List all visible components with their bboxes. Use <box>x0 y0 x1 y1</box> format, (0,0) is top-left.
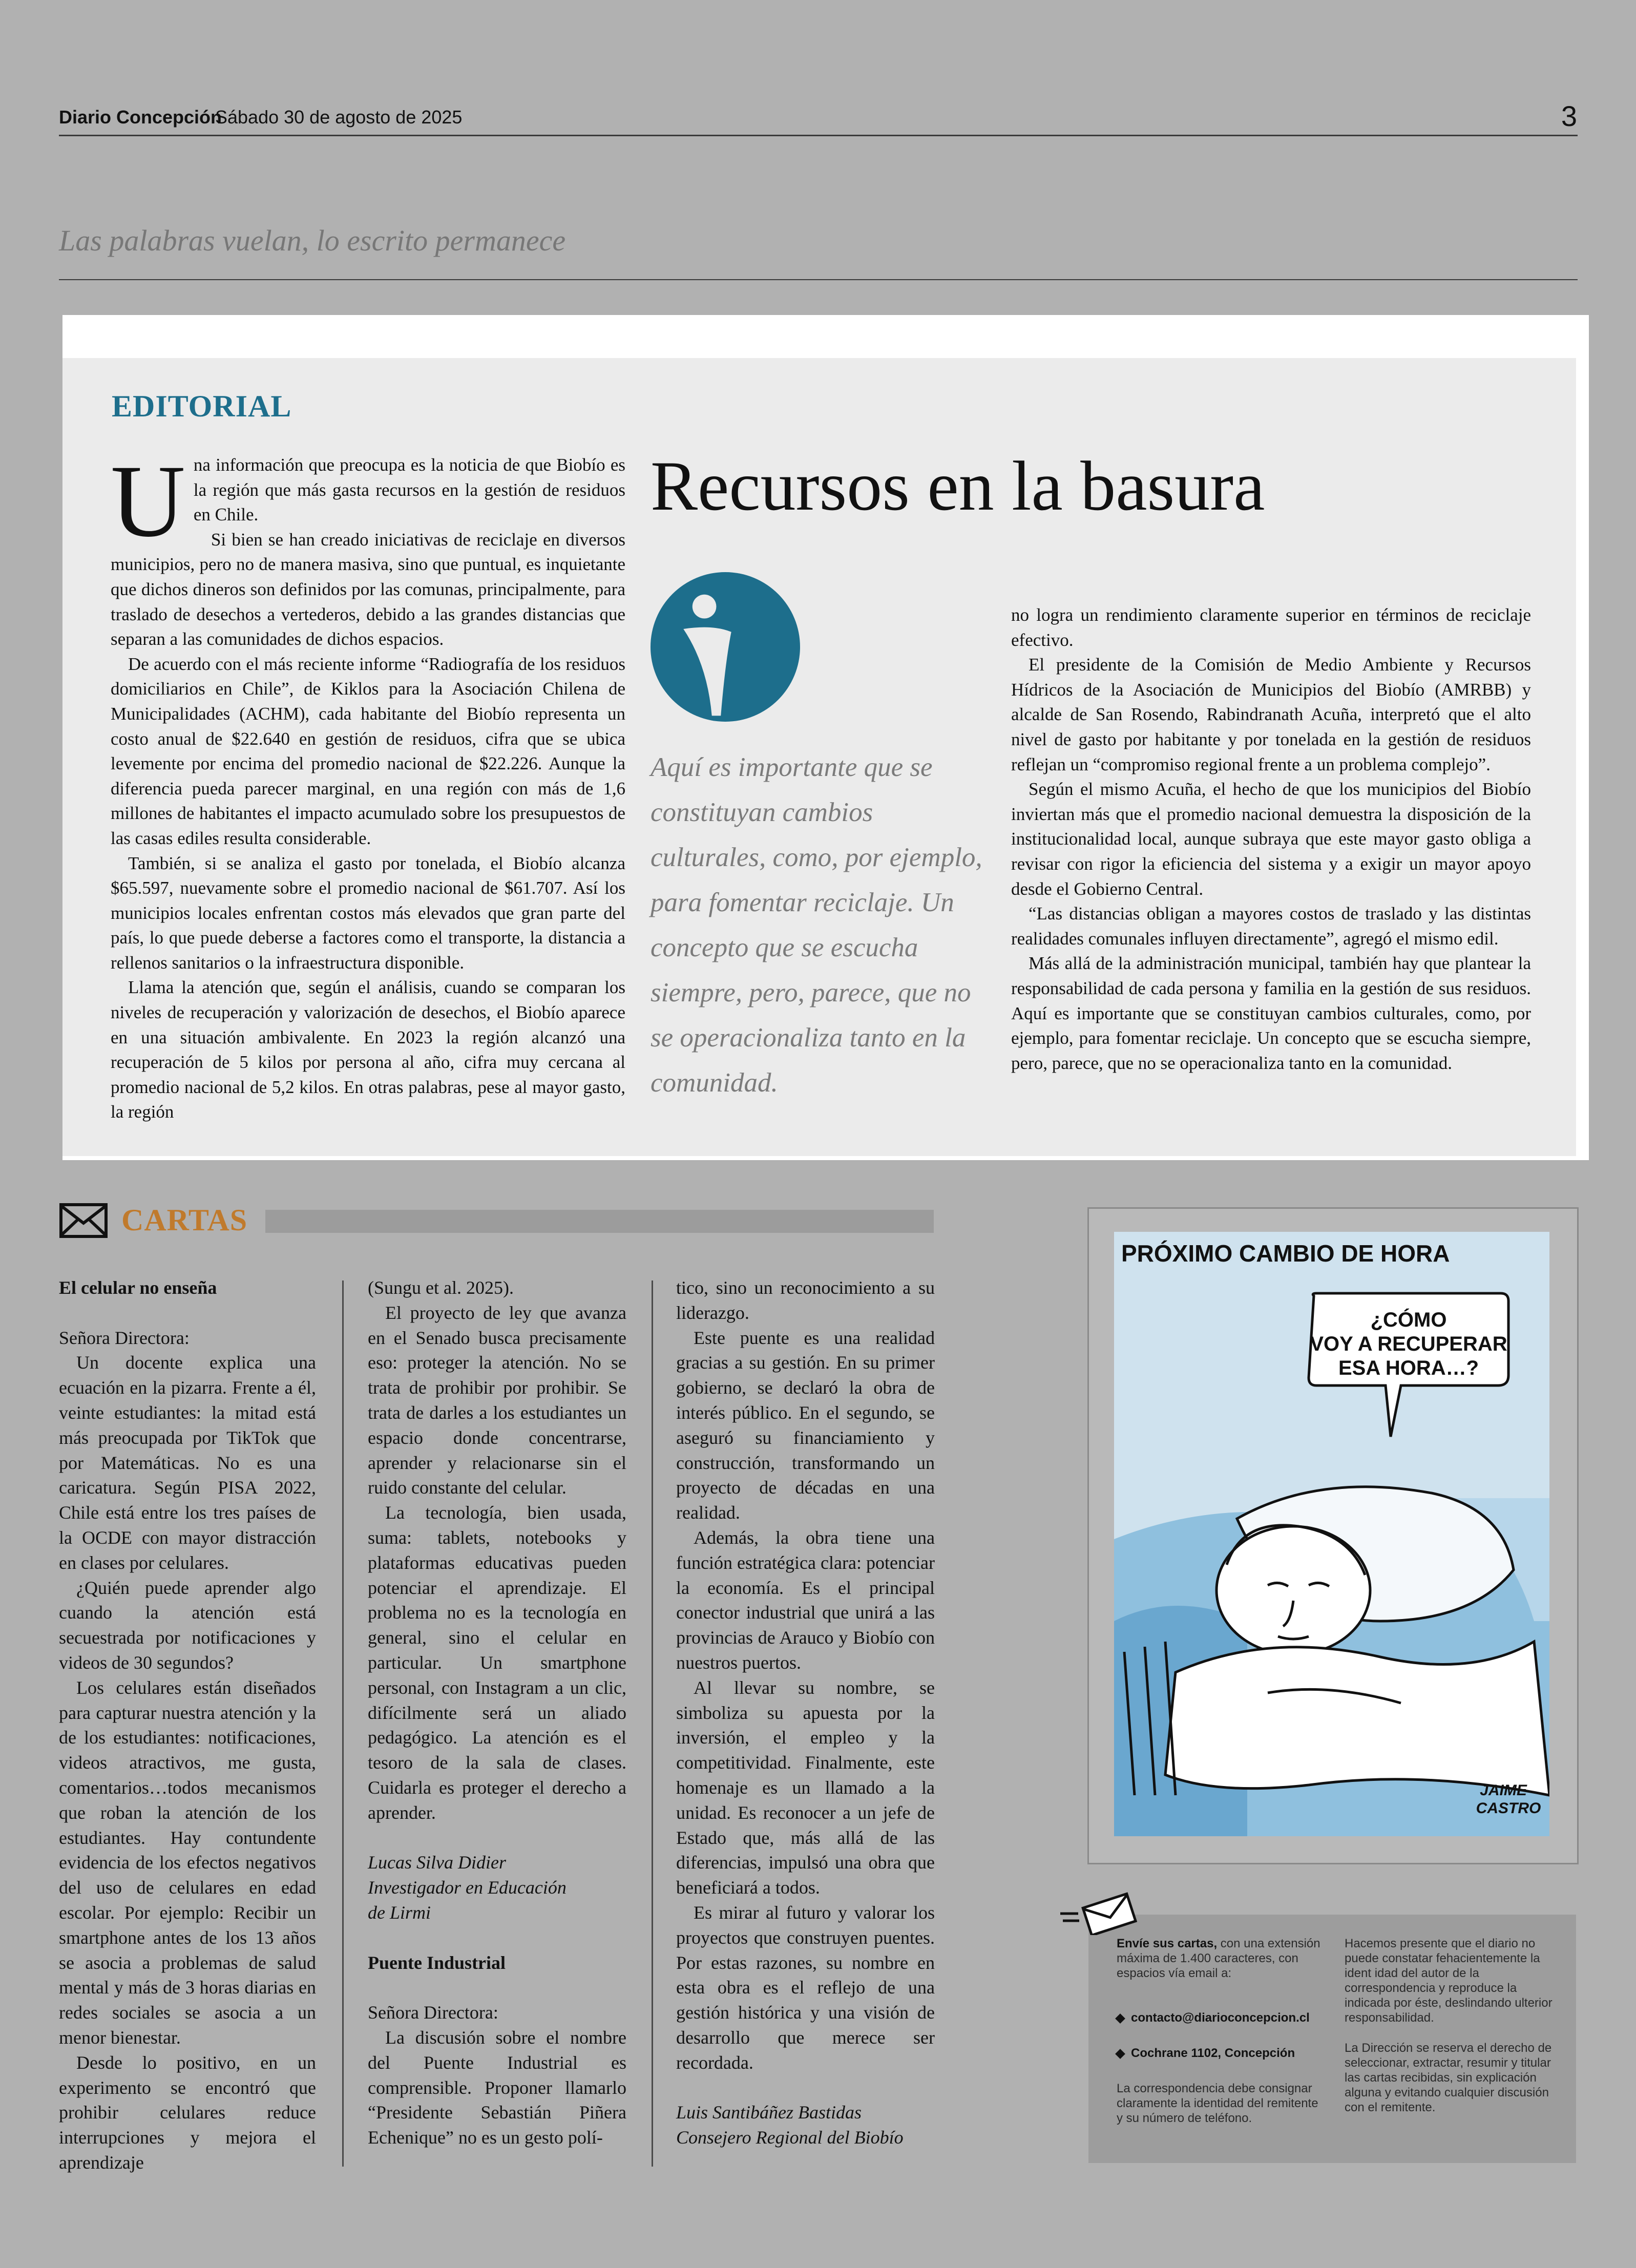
speech-line-1: ¿CÓMO <box>1370 1309 1447 1331</box>
letter-signature-role: Consejero Regional del Biobío <box>676 2127 904 2148</box>
editorial-box <box>62 315 1589 1160</box>
submission-left-column <box>1117 1936 1324 2126</box>
letter-paragraph: ¿Quién puede aprender algo cuando la atención está secuestrada por notificaciones y videos de 30 segundos? <box>59 1577 316 1673</box>
issue-date: Sábado 30 de agosto de 2025 <box>215 107 463 128</box>
submission-address: Cochrane 1102, Concepción <box>1117 2046 1324 2061</box>
speech-line-3: ESA HORA…? <box>1338 1357 1479 1379</box>
page-number: 3 <box>1561 100 1577 132</box>
editorial-paragraph: También, si se analiza el gasto por tonelada, el Biobío alcanza $65.597, nuevamente sobre el promedio nacional de $61.707. Así los municipios locales enfrentan costos más elevados que gran parte del país, lo que puede deberse a factores como el transporte, la distancia a rellenos sanitarios o la infraestructura disponible. <box>111 853 625 973</box>
letter-salutation: Señora Directora: <box>368 2002 498 2023</box>
letter-paragraph: Además, la obra tiene una función estratégica clara: potenciar la economía. Es el principal conector industrial que unirá a las provincias de Arauco y Biobío con nuestros puertos. <box>676 1527 935 1673</box>
letter-paragraph: Al llevar su nombre, se simboliza su apuesta por la inversión, el empleo y la competitividad. Finalmente, este homenaje es un llamado a la unidad. Es reconocer a un jefe de Estado que, más allá de las diferencias, impulsó una obra que beneficiará a todos. <box>676 1677 935 1898</box>
letter-signature-name: Lucas Silva Didier <box>368 1852 506 1873</box>
letter-paragraph: Es mirar al futuro y valorar los proyectos que construyen puentes. Por estas razones, su nombre en esta obra es el reflejo de una gestión histórica y una visión de desarrollo que merece ser recordada. <box>676 1902 935 2073</box>
rights-text: La Dirección se reserva el derecho de seleccionar, extractar, resumir y titular las cartas recibidas, sin explicación alguna y evitando cualquier discusión con el remitente. <box>1345 2041 1552 2114</box>
letter-paragraph: Desde lo positivo, en un experimento se encontró que prohibir celulares reduce interrupciones y mejora el aprendizaje <box>59 2052 316 2173</box>
cartas-header-bar <box>265 1210 934 1233</box>
editorial-paragraph: Más allá de la administración municipal, también hay que plantear la responsabilidad de cada persona y familia en la gestión de sus residuos. Aquí es importante que se constituyan cambios culturales, como, por ejemplo, para fomentar reciclaje. Un concepto que se escucha siempre, pero, parece, que no se operacionaliza tanto en la comunidad. <box>1011 953 1531 1073</box>
letter-signature-name: Luis Santibáñez Bastidas <box>676 2102 862 2123</box>
diamond-bullet-icon <box>1115 2049 1125 2059</box>
editorial-column-1 <box>111 444 625 1125</box>
pull-quote: Aquí es importante que se constituyan cambios culturales, como, por ejemplo, para fomentar reciclaje. Un concepto que se escucha siempre, pero, parece, que no se operacionaliza tanto en la comunidad. <box>651 752 982 1098</box>
letter-signature-role: Investigador en Educación <box>368 1877 567 1898</box>
info-icon <box>651 572 800 722</box>
editorial-paragraph: “Las distancias obligan a mayores costos de traslado y las distintas realidades comunales influyen directamente”, agregó el mismo edil. <box>1011 904 1531 949</box>
letter-paragraph: La tecnología, bien usada, suma: tablets, notebooks y plataformas educativas pueden potenciar el aprendizaje. El problema no es la tecnología en general, sino el celular en particular. Un smartphone personal, con Instagram a un clic, difícilmente será un aliado pedagógico. La atención es el tesoro de la sala de clases. Cuidarla es proteger el derecho a aprender. <box>368 1502 626 1823</box>
editorial-column-3 <box>1011 603 1531 1076</box>
editorial-title: Recursos en la basura <box>651 447 1265 525</box>
submission-email[interactable]: contacto@diarioconcepcion.cl <box>1117 2010 1324 2025</box>
letter-paragraph: Un docente explica una ecuación en la pizarra. Frente a él, veinte estudiantes: la mitad está más preocupada por TikTok que por Matemáticas. No es una caricatura. Según PISA 2022, Chile está entre los tres países de la OCDE con mayor distracción en clases por celulares. <box>59 1352 316 1573</box>
speech-line-2: VOY A RECUPERAR <box>1310 1333 1507 1355</box>
editorial-paragraph: De acuerdo con el más reciente informe “Radiografía de los residuos domiciliarios en Chile”, de Kiklos para la Asociación Chilena de Municipalidades (ACHM), cada habitante del Biobío representa un costo anual de $22.640 en gestión de residuos, cifra que se ubica levemente por encima del promedio nacional de $22.226. Aunque la diferencia pueda parecer marginal, en una región con más de 1,6 millones de habitantes el impacto acumulado sobre los presupuestos de las casas ediles resulta considerable. <box>111 654 625 848</box>
section-tagline: Las palabras vuelan, lo escrito permanece <box>59 224 566 257</box>
cartoon-signature-2: CASTRO <box>1476 1800 1541 1817</box>
submission-instructions: Envíe sus cartas, con una extensión máxima de 1.400 caracteres, con espacios vía email a: <box>1117 1937 1320 1980</box>
flying-envelope-icon <box>1058 1889 1140 1935</box>
letter-paragraph: (Sungu et al. 2025). <box>368 1277 514 1298</box>
letter-paragraph: tico, sino un reconocimiento a su liderazgo. <box>676 1277 935 1323</box>
column-divider <box>342 1280 344 2167</box>
letter-title: El celular no enseña <box>59 1277 217 1298</box>
newspaper-name: Diario Concepción <box>59 107 222 128</box>
letter-paragraph: La discusión sobre el nombre del Puente Industrial es comprensible. Proponer llamarlo “Presidente Sebastián Piñera Echenique” no es un gesto polí- <box>368 2027 626 2148</box>
cartoon-signature-1: JAIME <box>1480 1782 1527 1799</box>
editorial-paragraph: Llama la atención que, según el análisis, cuando se comparan los niveles de recuperación y valorización de desechos, el Biobío aparece en una situación ambivalente. En 2023 la región alcanzó una recuperación de 5 kilos por persona al año, cifra muy cercana al promedio nacional de 5,2 kilos. En otras palabras, pese al mayor gasto, la región <box>111 977 625 1122</box>
editorial-panel <box>62 358 1576 1156</box>
diamond-bullet-icon <box>1115 2013 1125 2024</box>
letter-title: Puente Industrial <box>368 1952 506 1973</box>
letter-salutation: Señora Directora: <box>59 1327 190 1348</box>
letter-signature-org: de Lirmi <box>368 1902 431 1923</box>
cartas-section-label: CARTAS <box>121 1203 248 1237</box>
editorial-paragraph: Según el mismo Acuña, el hecho de que los municipios del Biobío inviertan más que el promedio nacional demuestra la disposición de la institucionalidad local, aunque subraya que este mayor gasto obliga a revisar con rigor la eficiencia del sistema y a exigir un mayor apoyo desde el Gobierno Central. <box>1011 779 1531 899</box>
editorial-lead-paragraph <box>111 444 625 558</box>
letters-column-3 <box>676 1275 935 2150</box>
submission-right-column <box>1345 1936 1555 2115</box>
editorial-kicker: EDITORIAL <box>112 389 292 423</box>
letter-paragraph: Los celulares están diseñados para capturar nuestra atención y la de los estudiantes: notificaciones, videos atractivos, me gusta, comentarios…todos mecanismos que roban la atención de los estudiantes. Hay contundente evidencia de los efectos negativos del uso de celulares en edad escolar. Por ejemplo: Recibir un smartphone antes de los 13 años se asocia a problemas de salud mental y más de 3 horas diarias en redes sociales se asocia a un menor bienestar. <box>59 1677 316 2048</box>
editorial-paragraph: El presidente de la Comisión de Medio Ambiente y Recursos Hídricos de la Asociación de Municipios del Biobío (AMRBB) y alcalde de San Rosendo, Rabindranath Acuña, interpretó que el alto nivel de gasto por habitante y por tonelada en la gestión de residuos reflejan un “compromiso regional frente a un problema complejo”. <box>1011 655 1531 774</box>
lead-text: na información que preocupa es la noticia de que Biobío es la región que más gasta recursos en la gestión de residuos en Chile. <box>193 455 625 525</box>
letters-column-2 <box>368 1275 626 2150</box>
editorial-paragraph: no logra un rendimiento claramente superior en términos de reciclaje efectivo. <box>1011 605 1531 650</box>
cartoon-illustration <box>1114 1232 1549 1836</box>
letters-submission-box <box>1088 1915 1576 2163</box>
letters-column-1 <box>59 1275 316 2175</box>
column-divider <box>652 1280 653 2167</box>
disclaimer-text: Hacemos presente que el diario no puede constatar fehacientemente la ident idad del autor de la correspondencia y reproduce la indicada por éste, deslindando ulterior responsabilidad. <box>1345 1937 1553 2025</box>
identity-note: La correspondencia debe consignar claramente la identidad del remitente y su número de teléfono. <box>1117 2082 1318 2125</box>
cartoon-title: PRÓXIMO CAMBIO DE HORA <box>1121 1240 1450 1267</box>
header-rule <box>59 135 1578 136</box>
editorial-paragraph: Si bien se han creado iniciativas de reciclaje en diversos municipios, pero no de manera masiva, sino que puntual, es inquietante que dichos dineros son definidos por las comunas, principalmente, para traslado de desechos a vertederos, debido a las grandes distancias que separan a las comunidades de dichos espacios. <box>111 529 625 649</box>
tagline-rule <box>59 279 1578 280</box>
drop-cap: U <box>111 444 185 558</box>
envelope-icon <box>59 1203 108 1238</box>
letter-paragraph: El proyecto de ley que avanza en el Senado busca precisamente eso: proteger la atención. No se trata de prohibir por prohibir. Se trata de darles a los estudiantes un espacio donde concentrarse, aprender y relacionarse sin el ruido constante del celular. <box>368 1302 626 1498</box>
letter-paragraph: Este puente es una realidad gracias a su gestión. En su primer gobierno, se declaró la obra de interés público. En el segundo, se aseguró su financiamiento y construcción, transformando un proyecto de décadas en una realidad. <box>676 1327 935 1523</box>
